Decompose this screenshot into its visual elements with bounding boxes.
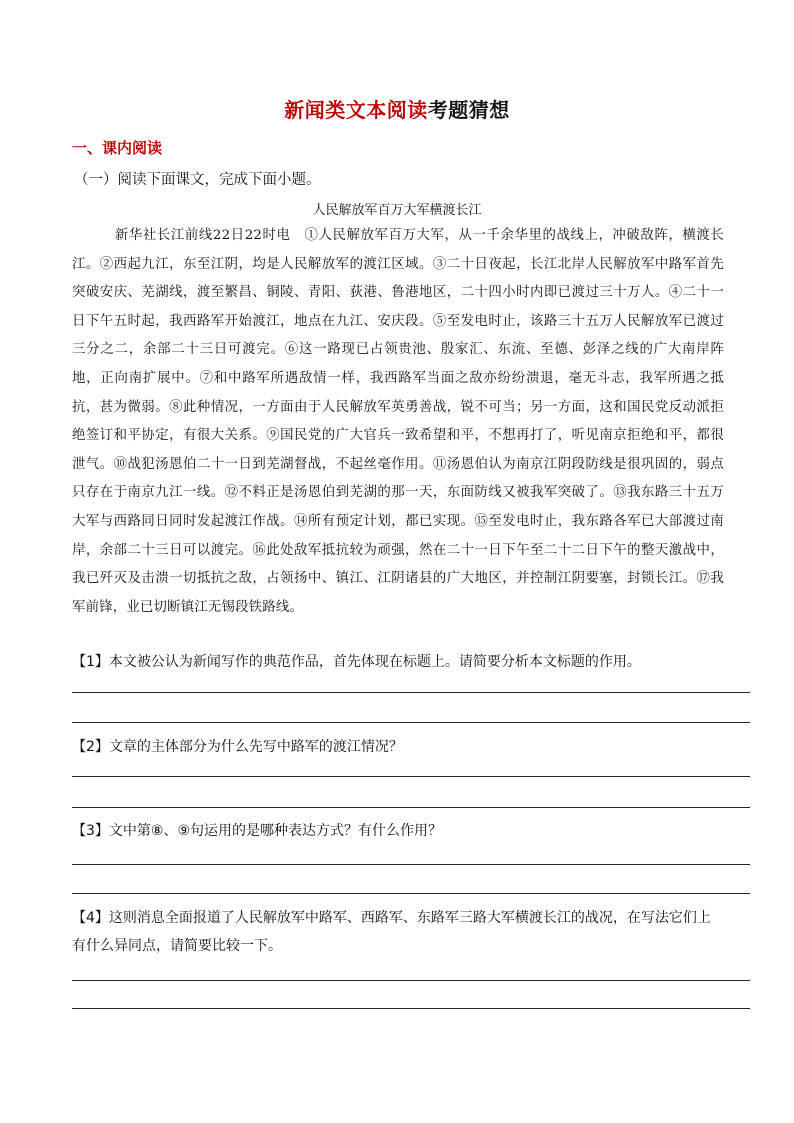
question-1: 【1】本文被公认为新闻写作的典范作品，首先体现在标题上。请简要分析本文标题的作用。 [72, 654, 641, 670]
page-title-black-part: 考题猜想 [427, 98, 510, 122]
answer-line[interactable] [72, 776, 750, 777]
answer-line[interactable] [72, 692, 750, 693]
reading-instruction: （一）阅读下面课文，完成下面小题。 [74, 172, 321, 188]
question-4: 【4】这则消息全面报道了人民解放军中路军、西路军、东路军三路大军横渡长江的战况，在写法它们上有什么异同点，请简要比较一下。 [72, 910, 711, 954]
answer-line[interactable] [72, 1008, 750, 1009]
page-title-red-part: 新闻类文本阅读 [284, 98, 428, 122]
answer-line[interactable] [72, 807, 750, 808]
answer-line[interactable] [72, 980, 750, 981]
page-title [0, 94, 794, 123]
article-title: 人民解放军百万大军横渡长江 [312, 203, 482, 218]
article-body: 新华社长江前线22日22时电 ①人民解放军百万大军，从一千余华里的战线上，冲破敌阵，横渡长江。②西起九江，东至江阴，均是人民解放军的渡江区域。③二十日夜起，长江北岸人民解放军中路军首先突破安庆、芜湖线，渡至繁昌、铜陵、青阳、荻港、鲁港地区，二十四小时内即已渡过三十万人。④二十一日下午五时起，我西路军开始渡江，地点在九江、安庆段。⑤至发电时止，该路三十五万人民解放军已渡过三分之二，余部二十三日可渡完。⑥这一路现已占领贵池、殷家汇、东流、至德、彭泽之线的广大南岸阵地，正向南扩展中。⑦和中路军所遇敌情一样，我西路军当面之敌亦纷纷溃退，毫无斗志，我军所遇之抵抗，甚为微弱。⑧此种情况，一方面由于人民解放军英勇善战，锐不可当；另一方面，这和国民党反动派拒绝签订和平协定，有很大关系。⑨国民党的广大官兵一致希望和平，不想再打了，听见南京拒绝和平，都很泄气。⑩战犯汤恩伯二十一日到芜湖督战，不起丝毫作用。⑪汤恩伯认为南京江阴段防线是很巩固的，弱点只存在于南京九江一线。⑫不料正是汤恩伯到芜湖的那一天，东面防线又被我军突破了。⑬我东路三十五万大军与西路同日同时发起渡江作战。⑭所有预定计划，都已实现。⑮至发电时止，我东路各军已大部渡过南岸，余部二十三日可以渡完。⑯此处敌军抵抗较为顽强，然在二十一日下午至二十二日下午的整天激战中，我已歼灭及击溃一切抵抗之敌，占领扬中、镇江、江阴诸县的广大地区，并控制江阴要塞，封锁长江。⑰我军前锋，业已切断镇江无锡段铁路线。 [72, 228, 724, 615]
question-3: 【3】文中第⑧、⑨句运用的是哪种表达方式？有什么作用？ [72, 823, 443, 839]
answer-line[interactable] [72, 864, 750, 865]
answer-line[interactable] [72, 722, 750, 723]
answer-line[interactable] [72, 893, 750, 894]
section-heading: 一、课内阅读 [72, 139, 163, 157]
question-2: 【2】文章的主体部分为什么先写中路军的渡江情况？ [72, 739, 403, 755]
